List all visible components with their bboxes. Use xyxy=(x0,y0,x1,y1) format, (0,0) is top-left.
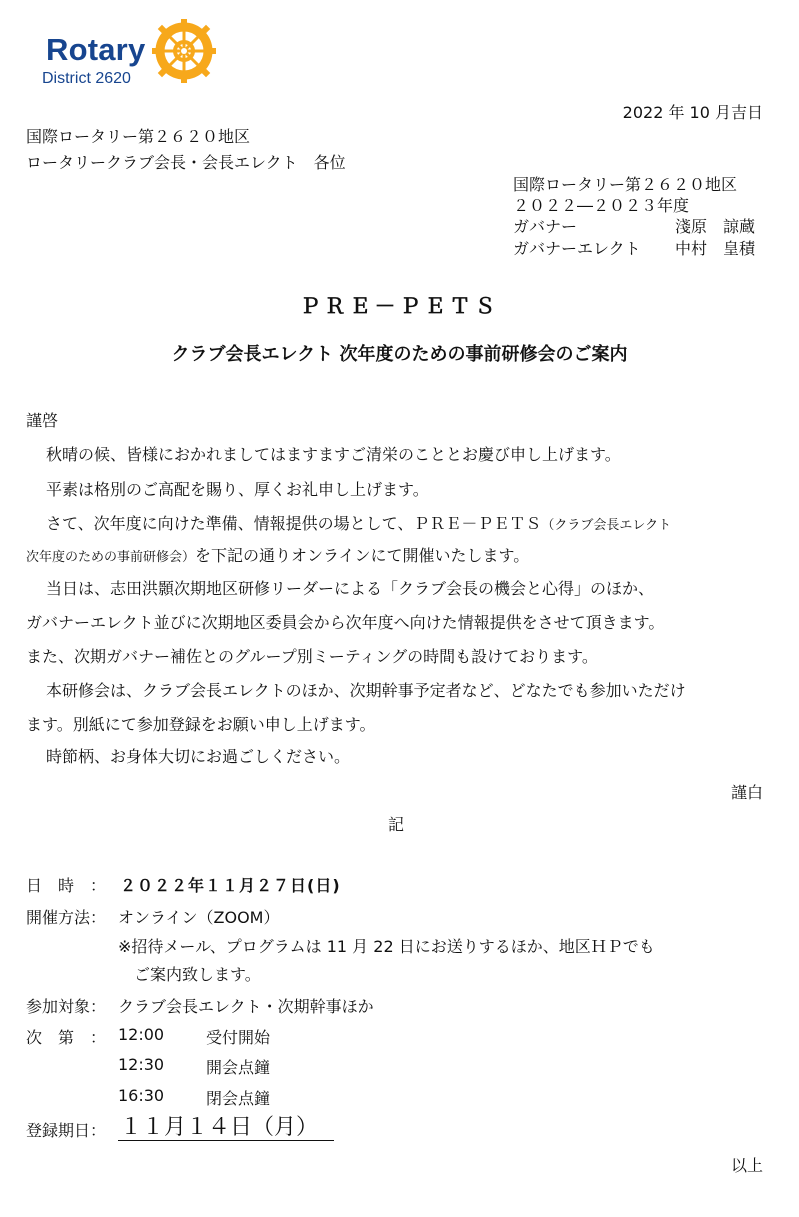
sender-governor-role: ガバナー xyxy=(513,217,578,236)
sender-governor-elect-role: ガバナーエレクト xyxy=(513,239,641,258)
paragraph-5-line-1: 本研修会は、クラブ会長エレクトのほか、次期幹事予定者など、どなたでも参加いただけ xyxy=(46,681,686,700)
date-label: 日 時 ： xyxy=(26,876,107,895)
salutation: 謹啓 xyxy=(26,411,59,430)
schedule-time: 12:30 xyxy=(118,1055,165,1074)
paragraph-3-text: さて、次年度に向けた準備、情報提供の場として、ＰＲＥ－ＰＥＴＳ xyxy=(46,514,542,533)
paragraph-4-line-3: また、次期ガバナー補佐とのグループ別ミーティングの時間も設けております。 xyxy=(26,647,598,666)
paragraph-3-small-2: 次年度のための事前研修会） xyxy=(26,550,196,565)
addressee-line-1: 国際ロータリー第２６２０地区 xyxy=(26,127,251,146)
district-label: District 2620 xyxy=(42,70,131,87)
sender-year: ２０２２―２０２３年度 xyxy=(513,196,690,215)
paragraph-1: 秋晴の候、皆様におかれましてはますますご清栄のこととお慶び申し上げます。 xyxy=(46,445,621,464)
paragraph-4-line-2: ガバナーエレクト並びに次期地区委員会から次年度へ向けた情報提供をさせて頂きます。 xyxy=(26,613,665,632)
deadline-underline xyxy=(118,1140,334,1141)
schedule-event: 閉会点鐘 xyxy=(206,1089,271,1108)
rotary-wheel-icon xyxy=(152,19,216,83)
schedule-event: 受付開始 xyxy=(206,1028,271,1047)
target-value: クラブ会長エレクト・次期幹事ほか xyxy=(118,997,374,1016)
paragraph-3-small: （クラブ会長エレクト xyxy=(541,518,672,533)
sender-org: 国際ロータリー第２６２０地区 xyxy=(513,175,738,194)
document-subtitle: クラブ会長エレクト 次年度のための事前研修会のご案内 xyxy=(171,344,628,365)
schedule-event: 開会点鐘 xyxy=(206,1058,271,1077)
method-label: 開催方法： xyxy=(26,908,107,927)
method-note-line-1: ※招待メール、プログラムは 11 月 22 日にお送りするほか、地区ＨＰでも xyxy=(118,937,655,956)
date-value: ２０２２年１１月２７日(日) xyxy=(120,876,341,895)
sender-governor-name: 淺原 諒蔵 xyxy=(675,217,756,236)
method-value: オンライン（ZOOM） xyxy=(118,908,280,927)
schedule-label: 次 第 ： xyxy=(26,1028,107,1047)
document-title: ＰＲＥ－ＰＥＴＳ xyxy=(299,294,500,318)
deadline-label: 登録期日： xyxy=(26,1121,107,1140)
letter-date: 2022 年 10 月吉日 xyxy=(622,103,763,122)
paragraph-3-line-1 xyxy=(46,513,671,537)
paragraph-5-line-2: ます。別紙にて参加登録をお願い申し上げます。 xyxy=(26,715,376,734)
end-mark: 以上 xyxy=(730,1156,763,1175)
rotary-logo-word: Rotary xyxy=(46,32,146,67)
method-note-line-2: ご案内致します。 xyxy=(134,965,261,984)
deadline-value: １１月１４日（月） xyxy=(120,1115,319,1140)
paragraph-3-line-2 xyxy=(26,545,529,569)
addressee-line-2: ロータリークラブ会長・会長エレクト 各位 xyxy=(26,153,346,172)
paragraph-3-text-2: を下記の通りオンラインにて開催いたします。 xyxy=(195,546,530,565)
paragraph-6: 時節柄、お身体大切にお過ごしください。 xyxy=(46,747,351,766)
schedule-time: 12:00 xyxy=(118,1025,165,1044)
ki-marker: 記 xyxy=(388,815,405,834)
sender-governor-elect-name: 中村 皇積 xyxy=(675,239,756,258)
paragraph-4-line-1: 当日は、志田洪顥次期地区研修リーダーによる「クラブ会長の機会と心得」のほか、 xyxy=(46,579,655,598)
paragraph-2: 平素は格別のご高配を賜り、厚くお礼申し上げます。 xyxy=(46,480,429,499)
schedule-time: 16:30 xyxy=(118,1086,165,1105)
target-label: 参加対象： xyxy=(26,997,107,1016)
closing: 謹白 xyxy=(730,783,763,802)
